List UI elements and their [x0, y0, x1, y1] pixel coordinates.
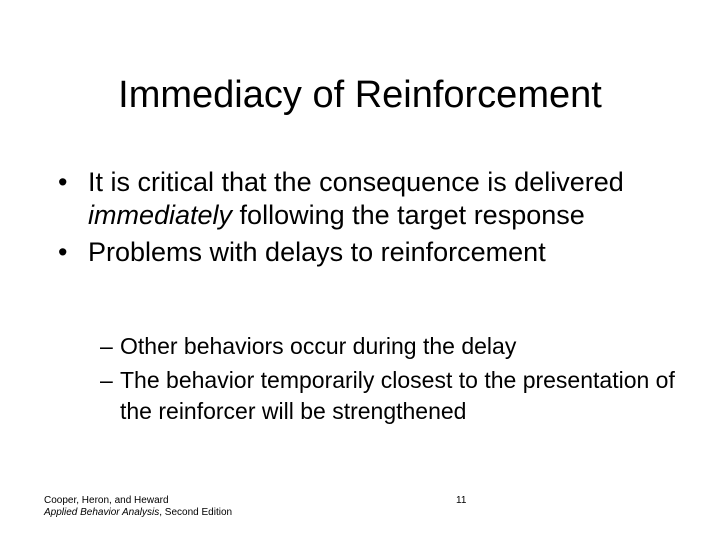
footer-book: [44, 507, 232, 519]
bullet-item: [58, 166, 698, 232]
footer-authors: Cooper, Heron, and Heward: [44, 495, 169, 506]
bullet-marker: •: [58, 167, 68, 197]
sub-bullet-item: [100, 331, 700, 362]
sub-bullet-list: [100, 331, 700, 430]
bullet-text-emphasis: immediately: [88, 200, 233, 230]
sub-bullet-marker: –: [100, 367, 113, 393]
sub-bullet-text: Other behaviors occur during the delay: [120, 333, 517, 359]
bullet-item: [58, 236, 698, 269]
sub-bullet-item: [100, 365, 700, 427]
bullet-list: [58, 166, 698, 273]
slide-title: Immediacy of Reinforcement: [118, 74, 602, 116]
bullet-marker: •: [58, 237, 68, 267]
sub-bullet-text: The behavior temporarily closest to the presentation of the reinforcer will be strengthened: [120, 367, 675, 424]
footer-book-title: Applied Behavior Analysis: [44, 507, 160, 518]
bullet-text-end: following the target response: [232, 200, 585, 230]
footer-citation: [44, 495, 232, 519]
bullet-text: Problems with delays to reinforcement: [88, 237, 546, 267]
bullet-text-start: It is critical that the consequence is delivered: [88, 167, 624, 197]
footer-edition: , Second Edition: [159, 507, 233, 518]
sub-bullet-marker: –: [100, 333, 113, 359]
page-number: 11: [456, 495, 467, 506]
